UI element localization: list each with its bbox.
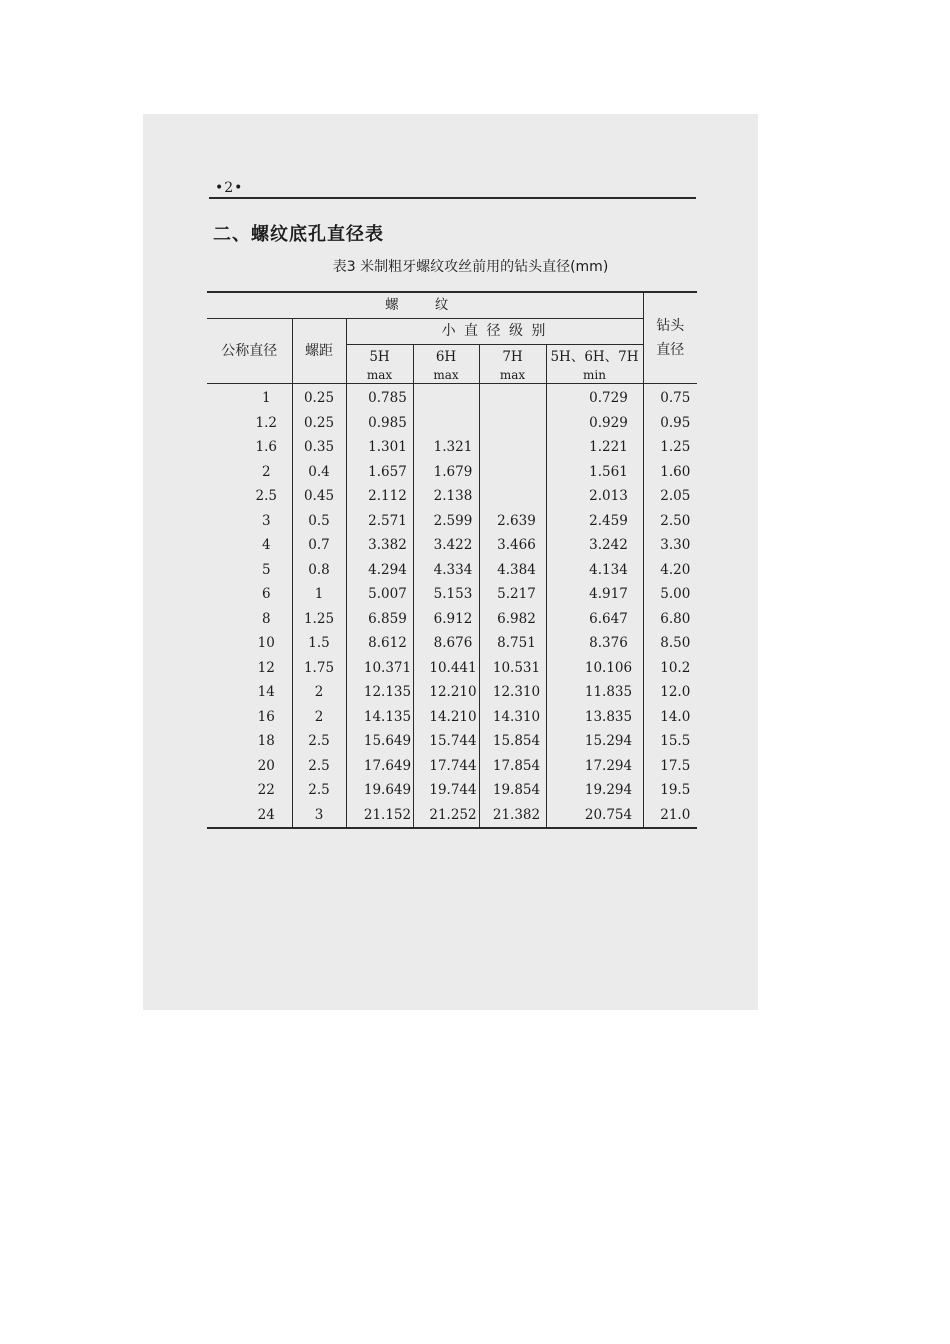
cell-pitch: 2.5 [292, 729, 346, 754]
cell-nominal-diameter: 14 [207, 680, 292, 705]
cell-5h-max: 6.859 [346, 607, 413, 632]
cell-nominal-diameter: 8 [207, 607, 292, 632]
cell-6h-max: 5.153 [413, 582, 479, 607]
cell-5h-max: 5.007 [346, 582, 413, 607]
header-minor-diameter-grade: 小 直 径 级 别 [346, 319, 643, 345]
cell-min: 8.376 [546, 631, 643, 656]
header-grade-all: 5H、6H、7H [546, 344, 643, 369]
cell-7h-max: 19.854 [479, 778, 546, 803]
cell-6h-max [413, 411, 479, 436]
cell-5h-max: 17.649 [346, 754, 413, 779]
cell-pitch: 2.5 [292, 778, 346, 803]
table-row [207, 680, 697, 705]
cell-nominal-diameter: 4 [207, 533, 292, 558]
cell-5h-max: 19.649 [346, 778, 413, 803]
page-number: •2• [215, 180, 244, 196]
cell-nominal-diameter: 16 [207, 705, 292, 730]
table-row [207, 384, 697, 411]
cell-min: 13.835 [546, 705, 643, 730]
cell-drill-diameter: 4.20 [660, 561, 691, 578]
table-row [207, 558, 697, 583]
header-limit-5h: max [346, 369, 413, 384]
cell-7h-max: 4.384 [479, 558, 546, 583]
cell-drill-diameter: 10.2 [660, 659, 691, 676]
cell-7h-max: 15.854 [479, 729, 546, 754]
cell-5h-max: 2.112 [346, 484, 413, 509]
header-limit-all: min [546, 369, 643, 384]
cell-6h-max: 14.210 [413, 705, 479, 730]
table-row [207, 435, 697, 460]
cell-7h-max: 6.982 [479, 607, 546, 632]
cell-6h-max: 10.441 [413, 656, 479, 681]
cell-min: 10.106 [546, 656, 643, 681]
cell-nominal-diameter: 12 [207, 656, 292, 681]
cell-6h-max: 8.676 [413, 631, 479, 656]
cell-min: 4.917 [546, 582, 643, 607]
table-caption: 表3 米制粗牙螺纹攻丝前用的钻头直径(mm) [332, 259, 609, 275]
cell-7h-max: 8.751 [479, 631, 546, 656]
table-row [207, 533, 697, 558]
cell-7h-max: 14.310 [479, 705, 546, 730]
cell-pitch: 2 [292, 680, 346, 705]
cell-nominal-diameter: 2 [207, 460, 292, 485]
cell-nominal-diameter: 22 [207, 778, 292, 803]
header-thread-group: 螺 纹 [207, 292, 643, 319]
cell-6h-max: 1.679 [413, 460, 479, 485]
cell-pitch: 3 [292, 803, 346, 829]
table-row [207, 705, 697, 730]
cell-drill-diameter: 1.60 [660, 463, 691, 480]
cell-pitch: 0.5 [292, 509, 346, 534]
table-row [207, 582, 697, 607]
header-drill-diameter: 钻头直径 [643, 292, 697, 384]
table-row [207, 509, 697, 534]
cell-min: 3.242 [546, 533, 643, 558]
header-limit-7h: max [479, 369, 546, 384]
cell-7h-max [479, 384, 546, 411]
table-row [207, 484, 697, 509]
cell-pitch: 0.25 [292, 384, 346, 411]
cell-pitch: 0.25 [292, 411, 346, 436]
cell-5h-max: 0.985 [346, 411, 413, 436]
cell-min: 15.294 [546, 729, 643, 754]
cell-drill-diameter: 3.30 [660, 537, 691, 553]
cell-nominal-diameter: 24 [207, 803, 292, 829]
cell-7h-max [479, 435, 546, 460]
cell-nominal-diameter: 20 [207, 754, 292, 779]
header-grade-7h: 7H [479, 344, 546, 369]
cell-min: 0.929 [546, 411, 643, 436]
cell-5h-max: 12.135 [346, 680, 413, 705]
cell-pitch: 1.5 [292, 631, 346, 656]
cell-min: 20.754 [546, 803, 643, 829]
cell-drill-diameter: 14.0 [660, 708, 691, 725]
cell-drill-diameter: 0.95 [660, 414, 691, 431]
cell-pitch: 0.7 [292, 533, 346, 558]
cell-7h-max: 10.531 [479, 656, 546, 681]
cell-nominal-diameter: 1.2 [207, 411, 292, 436]
cell-drill-diameter: 2.05 [660, 488, 691, 504]
header-rule [209, 197, 696, 199]
cell-5h-max: 0.785 [346, 384, 413, 411]
cell-7h-max: 3.466 [479, 533, 546, 558]
section-title: 二、螺纹底孔直径表 [213, 224, 384, 245]
cell-6h-max [413, 384, 479, 411]
header-grade-5h: 5H [346, 344, 413, 369]
cell-nominal-diameter: 5 [207, 558, 292, 583]
cell-pitch: 1 [292, 582, 346, 607]
cell-nominal-diameter: 1 [207, 384, 292, 411]
cell-7h-max [479, 411, 546, 436]
cell-6h-max: 6.912 [413, 607, 479, 632]
cell-5h-max: 8.612 [346, 631, 413, 656]
cell-7h-max [479, 460, 546, 485]
cell-5h-max: 15.649 [346, 729, 413, 754]
table-row [207, 778, 697, 803]
cell-nominal-diameter: 2.5 [207, 484, 292, 509]
cell-5h-max: 3.382 [346, 533, 413, 558]
table-row [207, 656, 697, 681]
cell-drill-diameter: 8.50 [660, 635, 691, 651]
cell-min: 19.294 [546, 778, 643, 803]
cell-min: 11.835 [546, 680, 643, 705]
cell-5h-max: 14.135 [346, 705, 413, 730]
cell-drill-diameter: 12.0 [660, 684, 691, 700]
header-limit-6h: max [413, 369, 479, 384]
cell-drill-diameter: 1.25 [660, 439, 691, 455]
cell-6h-max: 1.321 [413, 435, 479, 460]
cell-min: 2.459 [546, 509, 643, 534]
cell-6h-max: 21.252 [413, 803, 479, 829]
cell-6h-max: 17.744 [413, 754, 479, 779]
table-row [207, 803, 697, 829]
cell-min: 0.729 [546, 384, 643, 411]
cell-nominal-diameter: 6 [207, 582, 292, 607]
table-row [207, 631, 697, 656]
cell-pitch: 1.25 [292, 607, 346, 632]
cell-6h-max: 2.138 [413, 484, 479, 509]
cell-5h-max: 1.657 [346, 460, 413, 485]
cell-drill-diameter: 2.50 [660, 512, 691, 529]
cell-drill-diameter: 19.5 [660, 782, 691, 798]
cell-pitch: 0.35 [292, 435, 346, 460]
cell-min: 1.561 [546, 460, 643, 485]
table-row [207, 729, 697, 754]
header-pitch: 螺距 [292, 319, 346, 384]
cell-drill-diameter: 15.5 [660, 733, 691, 749]
cell-7h-max [479, 484, 546, 509]
cell-pitch: 0.45 [292, 484, 346, 509]
cell-min: 17.294 [546, 754, 643, 779]
header-nominal-diameter: 公称直径 [207, 319, 292, 384]
cell-nominal-diameter: 18 [207, 729, 292, 754]
cell-7h-max: 12.310 [479, 680, 546, 705]
cell-drill-diameter: 21.0 [643, 803, 697, 829]
cell-6h-max: 4.334 [413, 558, 479, 583]
cell-7h-max: 17.854 [479, 754, 546, 779]
cell-5h-max: 10.371 [346, 656, 413, 681]
scanned-page [143, 114, 758, 1010]
cell-6h-max: 3.422 [413, 533, 479, 558]
cell-7h-max: 5.217 [479, 582, 546, 607]
header-grade-6h: 6H [413, 344, 479, 369]
cell-pitch: 1.75 [292, 656, 346, 681]
cell-7h-max: 21.382 [479, 803, 546, 829]
cell-5h-max: 4.294 [346, 558, 413, 583]
cell-6h-max: 15.744 [413, 729, 479, 754]
table-row [207, 460, 697, 485]
cell-pitch: 0.4 [292, 460, 346, 485]
cell-min: 6.647 [546, 607, 643, 632]
cell-7h-max: 2.639 [479, 509, 546, 534]
cell-drill-diameter: 0.75 [660, 390, 691, 406]
cell-6h-max: 12.210 [413, 680, 479, 705]
cell-6h-max: 2.599 [413, 509, 479, 534]
table-row [207, 607, 697, 632]
cell-min: 4.134 [546, 558, 643, 583]
cell-pitch: 2.5 [292, 754, 346, 779]
cell-pitch: 2 [292, 705, 346, 730]
drill-diameter-table [207, 291, 697, 829]
cell-drill-diameter: 5.00 [660, 586, 691, 602]
cell-6h-max: 19.744 [413, 778, 479, 803]
cell-min: 2.013 [546, 484, 643, 509]
cell-nominal-diameter: 3 [207, 509, 292, 534]
cell-nominal-diameter: 10 [207, 631, 292, 656]
cell-drill-diameter: 17.5 [660, 757, 691, 774]
table-row [207, 754, 697, 779]
table-row [207, 411, 697, 436]
cell-drill-diameter: 6.80 [660, 610, 691, 627]
cell-5h-max: 1.301 [346, 435, 413, 460]
cell-nominal-diameter: 1.6 [207, 435, 292, 460]
cell-5h-max: 2.571 [346, 509, 413, 534]
cell-min: 1.221 [546, 435, 643, 460]
cell-5h-max: 21.152 [346, 803, 413, 829]
cell-pitch: 0.8 [292, 558, 346, 583]
